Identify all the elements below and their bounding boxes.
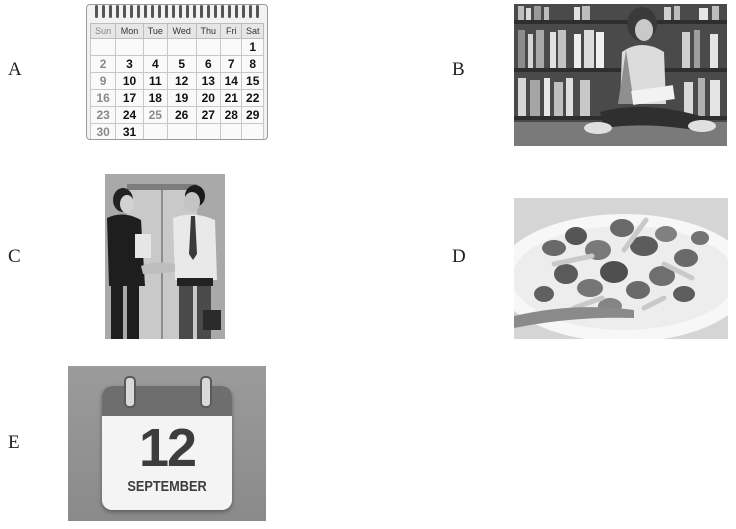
- calendar-day-cell: 26: [167, 107, 196, 124]
- calendar-day-cell: 22: [242, 90, 264, 107]
- calendar-day-cell: 11: [143, 73, 167, 90]
- weekday-header: Sat: [242, 24, 264, 39]
- weekday-header: Fri: [221, 24, 242, 39]
- calendar-body: [91, 39, 264, 141]
- calendar-day-cell: 19: [167, 90, 196, 107]
- calendar-binding-rings: [95, 5, 259, 19]
- calendar-day-cell: 28: [221, 107, 242, 124]
- calendar-day-cell: [143, 39, 167, 56]
- calendar-day-cell: 6: [196, 56, 221, 73]
- weekday-header: Thu: [196, 24, 221, 39]
- calendar-day-cell: 1: [242, 39, 264, 56]
- weekday-header: Wed: [167, 24, 196, 39]
- calendar-day-cell: 4: [143, 56, 167, 73]
- calendar-day-cell: 15: [242, 73, 264, 90]
- option-label-c: C: [8, 246, 21, 267]
- calendar-day-cell: 30: [91, 124, 116, 141]
- weekday-header: Sun: [91, 24, 116, 39]
- calendar-day-cell: [196, 39, 221, 56]
- calendar-page: [102, 386, 232, 510]
- calendar-day-cell: 17: [116, 90, 144, 107]
- calendar-day-cell: [221, 39, 242, 56]
- food-plate-image: [514, 198, 728, 339]
- calendar-day-cell: [116, 39, 144, 56]
- calendar-day-cell: [167, 39, 196, 56]
- calendar-day-cell: 29: [242, 107, 264, 124]
- calendar-day-cell: 5: [167, 56, 196, 73]
- calendar-day-cell: 2: [91, 56, 116, 73]
- day-calendar-image: [68, 366, 266, 521]
- calendar-week-row: [91, 107, 264, 124]
- option-label-d: D: [452, 246, 466, 267]
- reading-girl-illustration: [514, 4, 727, 146]
- calendar-day-cell: [242, 124, 264, 141]
- food-plate-illustration: [514, 198, 728, 339]
- calendar-day-cell: [143, 124, 167, 141]
- calendar-day-cell: 20: [196, 90, 221, 107]
- handshake-illustration: [105, 174, 225, 339]
- calendar-day-cell: [196, 124, 221, 141]
- calendar-day-cell: [167, 124, 196, 141]
- calendar-header-band: [102, 386, 232, 416]
- calendar-day-cell: 10: [116, 73, 144, 90]
- calendar-day-cell: [91, 39, 116, 56]
- calendar-week-row: [91, 90, 264, 107]
- month-calendar-image: [86, 4, 268, 140]
- calendar-day-cell: 7: [221, 56, 242, 73]
- calendar-day-cell: 18: [143, 90, 167, 107]
- weekday-header: Tue: [143, 24, 167, 39]
- option-label-a: A: [8, 59, 22, 80]
- calendar-week-row: [91, 73, 264, 90]
- calendar-week-row: [91, 39, 264, 56]
- calendar-day-cell: 3: [116, 56, 144, 73]
- calendar-day-cell: 31: [116, 124, 144, 141]
- calendar-day-cell: 25: [143, 107, 167, 124]
- calendar-day-cell: 14: [221, 73, 242, 90]
- calendar-day-number: 12: [138, 418, 196, 478]
- calendar-day-cell: [221, 124, 242, 141]
- option-label-b: B: [452, 59, 465, 80]
- calendar-day-cell: 24: [116, 107, 144, 124]
- calendar-day-cell: 23: [91, 107, 116, 124]
- calendar-day-cell: 8: [242, 56, 264, 73]
- calendar-day-cell: 27: [196, 107, 221, 124]
- calendar-grid: [90, 23, 264, 140]
- calendar-day-cell: 21: [221, 90, 242, 107]
- calendar-day-cell: 16: [91, 90, 116, 107]
- weekday-header: Mon: [116, 24, 144, 39]
- calendar-ring-right: [200, 376, 212, 408]
- option-label-e: E: [8, 432, 20, 453]
- calendar-ring-left: [124, 376, 136, 408]
- calendar-day-cell: 9: [91, 73, 116, 90]
- calendar-month-name: SEPTEMBER: [127, 478, 207, 495]
- calendar-day-cell: 12: [167, 73, 196, 90]
- calendar-day-cell: 13: [196, 73, 221, 90]
- handshake-image: [105, 174, 225, 339]
- calendar-week-row: [91, 124, 264, 141]
- calendar-week-row: [91, 56, 264, 73]
- reading-girl-image: [514, 4, 727, 146]
